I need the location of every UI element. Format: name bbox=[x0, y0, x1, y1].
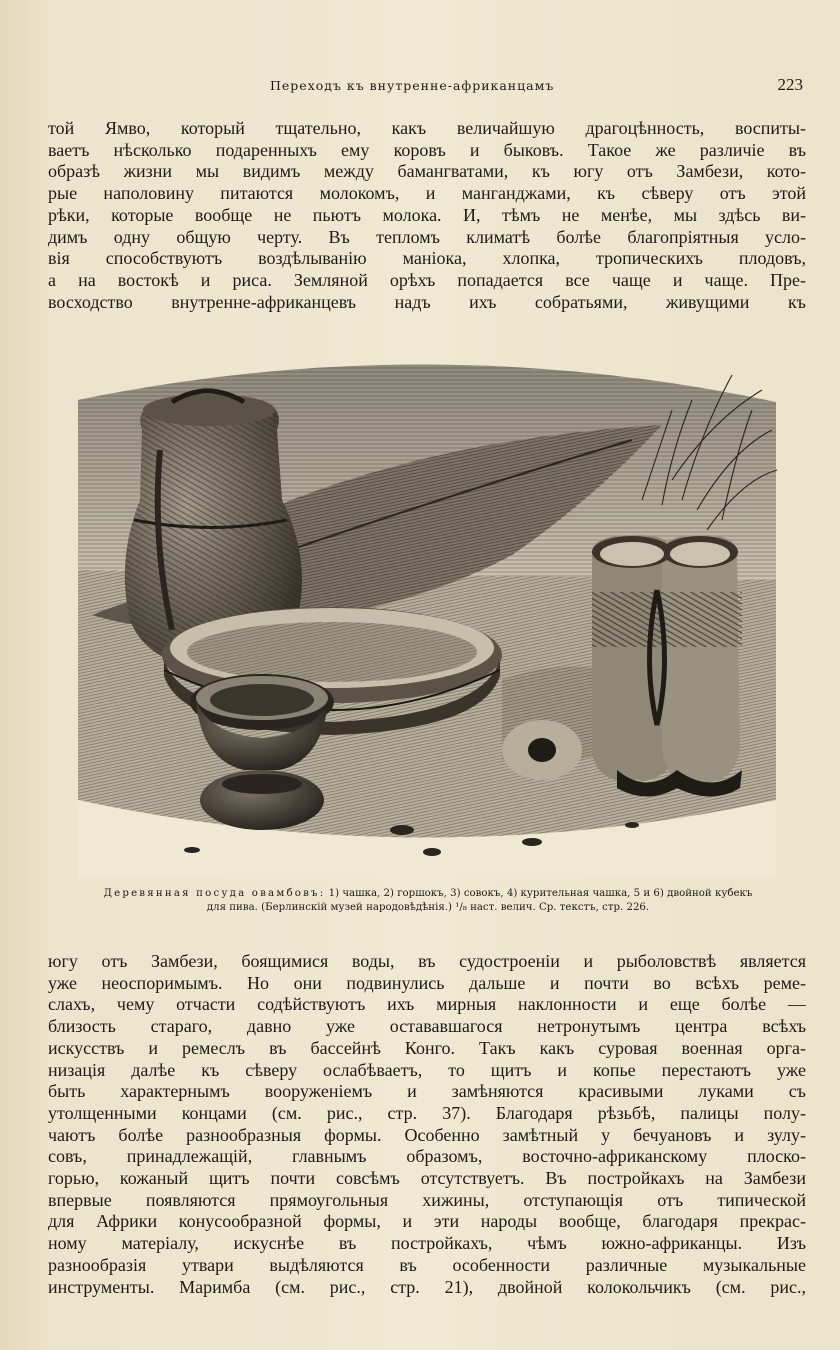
text-line: слахъ, чему отчасти содѣйствуютъ ихъ мирныя наклонности и еще болѣе — bbox=[48, 994, 806, 1015]
text-line: образѣ жизни мы видимъ между бамангватами, къ югу отъ Замбези, кото- bbox=[48, 161, 806, 182]
text-line: быть характернымъ вооруженіемъ и замѣняются красивыми луками съ bbox=[48, 1081, 806, 1102]
text-line: впервые появляются прямоугольныя хижины, отступающія отъ типической bbox=[48, 1189, 806, 1210]
text-line: ваетъ нѣсколько подаренныхъ ему коровъ и быковъ. Такое же различіе въ bbox=[48, 139, 806, 160]
page-header bbox=[48, 76, 808, 98]
caption-rest: 1) чашка, 2) горшокъ, 3) совокъ, 4) курительная чашка, 5 и 6) двойной кубекъ bbox=[328, 888, 753, 899]
body-text-top bbox=[48, 118, 806, 313]
text-line: горью, кожаный щитъ почти совсѣмъ отсутствуетъ. Въ постройкахъ на Замбези bbox=[48, 1168, 806, 1189]
text-line: инструменты. Маримба (см. рис., стр. 21), двойной колокольчикъ (см. рис., bbox=[48, 1276, 806, 1297]
text-line: той Ямво, который тщательно, какъ величайшую драгоцѣнность, воспиты- bbox=[48, 118, 806, 138]
page-number: 223 bbox=[777, 75, 803, 94]
text-line: вія способствуютъ воздѣлыванію маніока, хлопка, тропическихъ плодовъ, bbox=[48, 248, 806, 269]
text-line: восходство внутренне-африканцевъ надъ ихъ собратьями, живущими къ bbox=[48, 291, 806, 312]
text-line: для Африки конусообразной формы, и эти народы вообще, благодаря прекрас- bbox=[48, 1211, 806, 1232]
text-line: низація далѣе къ сѣверу ослабѣваетъ, то щитъ и копье перестаютъ уже bbox=[48, 1059, 806, 1080]
text-line: рые наполовину питаются молокомъ, и манганджами, къ сѣверу отъ этой bbox=[48, 183, 806, 204]
caption-lead: Деревянная посуда овамбовъ: bbox=[103, 888, 326, 899]
text-line: димъ одну общую черту. Въ тепломъ климатѣ болѣе благопріятныя усло- bbox=[48, 226, 806, 247]
text-line: совъ, принадлежащій, главнымъ образомъ, восточно-африканскому плоско- bbox=[48, 1146, 806, 1167]
figure-caption bbox=[48, 887, 808, 915]
text-line: а на востокѣ и риса. Земляной орѣхъ попадается все чаще и чаще. Пре- bbox=[48, 269, 806, 290]
text-line: рѣки, которые вообще не пьютъ молока. И, тѣмъ не менѣе, мы здѣсь ви- bbox=[48, 204, 806, 225]
text-line: уже неоспоримымъ. Но они подвинулись дальше и почти во всѣхъ реме- bbox=[48, 972, 806, 993]
caption-line-1 bbox=[48, 887, 808, 901]
caption-line-2: для пива. (Берлинскій музей народовѣдѣнія.) ¹/₈ наст. велич. Ср. текстъ, стр. 226. bbox=[206, 902, 650, 913]
text-line: чаютъ болѣе разнообразныя формы. Особенно замѣтный у бечуановъ и зулу- bbox=[48, 1124, 806, 1145]
text-line: близость стараго, давно уже остававшагося нетронутымъ центра всѣхъ bbox=[48, 1016, 806, 1037]
text-line: искусствъ и ремеслъ въ бассейнѣ Конго. Такъ какъ суровая военная орга- bbox=[48, 1037, 806, 1058]
text-line: югу отъ Замбези, боящимися воды, въ судостроеніи и рыболовствѣ является bbox=[48, 951, 806, 971]
body-text-bottom bbox=[48, 951, 806, 1298]
engraving-illustration bbox=[72, 330, 782, 878]
text-line: разнообразія утвари выдѣляются въ особенности различные музыкальные bbox=[48, 1254, 806, 1275]
text-line: ному матеріалу, искуснѣе въ постройкахъ, чѣмъ южно-африканцы. Изъ bbox=[48, 1233, 806, 1254]
text-line: утолщенными концами (см. рис., стр. 37). Благодаря рѣзьбѣ, палицы полу- bbox=[48, 1102, 806, 1123]
running-title: Переходъ къ внутренне-африканцамъ bbox=[270, 78, 555, 93]
